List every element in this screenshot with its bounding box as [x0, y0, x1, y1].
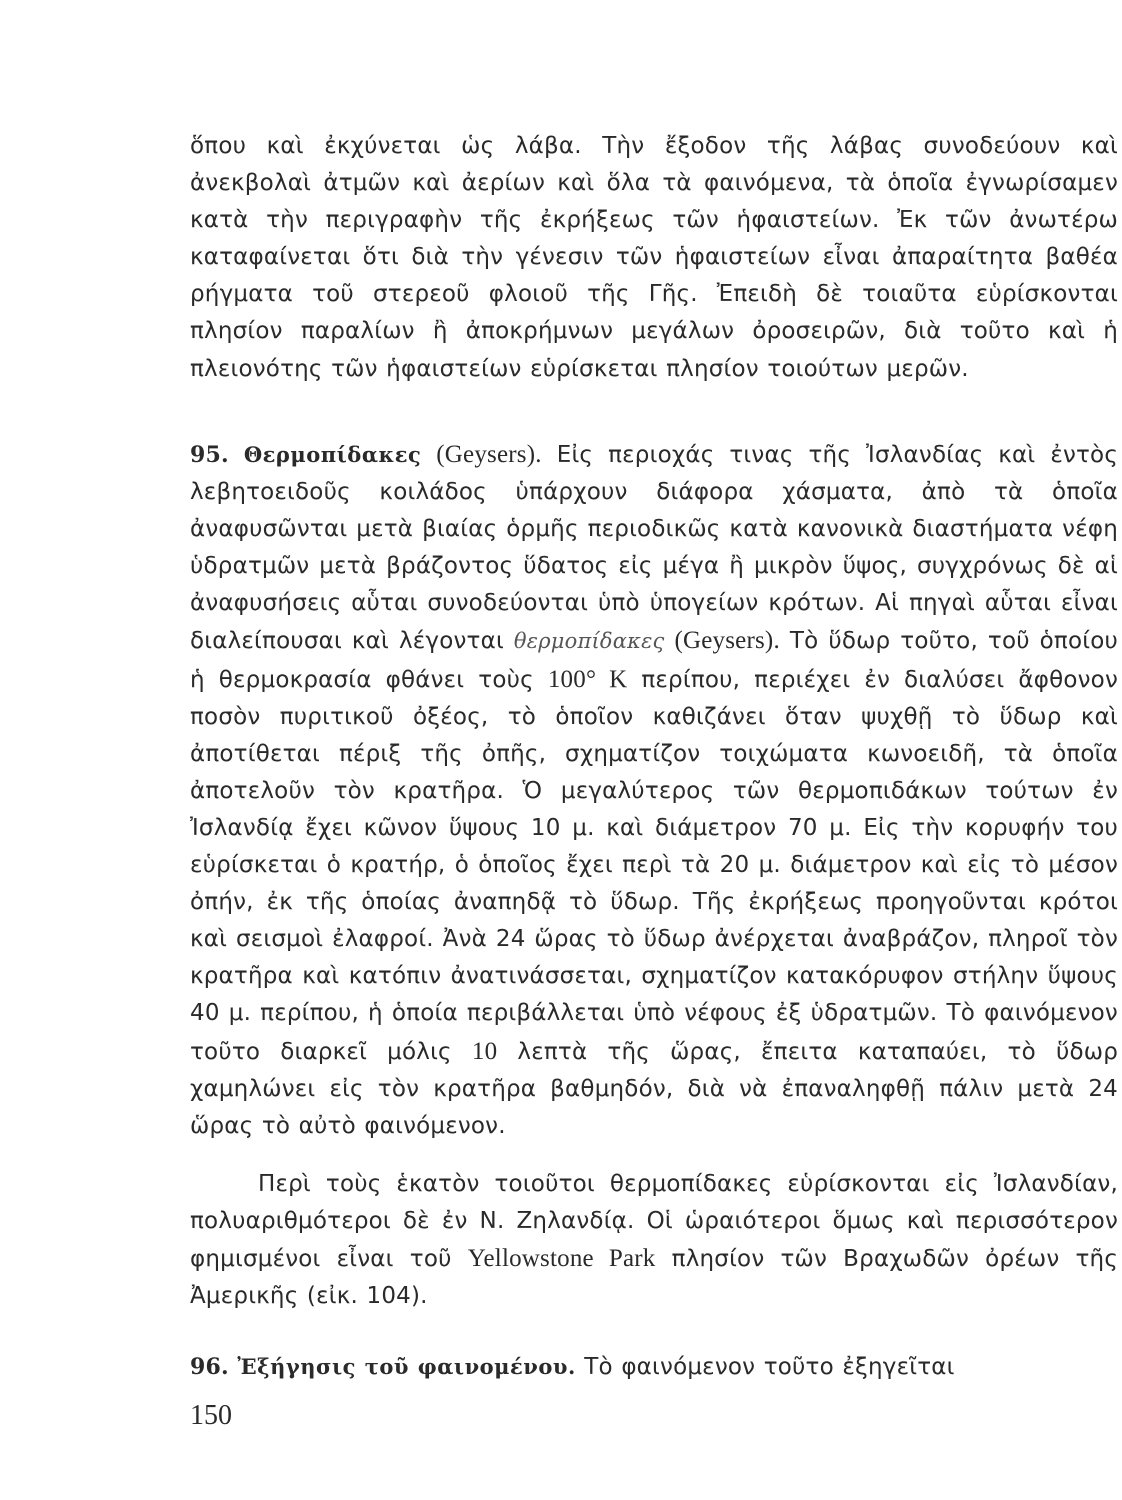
- temperature-value: 100° Κ: [547, 665, 628, 693]
- latin-term: Yellowstone Park: [467, 1245, 656, 1273]
- paragraph-text: πλησίον τῶν Βραχωδῶν ὀρέων τῆς Ἀμερικῆς (εἰκ. 104).: [190, 1246, 1119, 1310]
- section-heading: Ἐξήγησις τοῦ φαινομένου.: [237, 1354, 576, 1379]
- section-heading-latin: (Geysers).: [436, 441, 542, 468]
- section-number: 96.: [190, 1354, 229, 1380]
- paragraph-text: Περὶ τοὺς ἑκατὸν τοιοῦτοι θερμοπίδακες εὑρίσκονται εἰς Ἰσλανδίαν, πολυαριθμότεροι δὲ ἐν Ν. Ζηλανδίᾳ. Οἱ ὡραιότεροι ὅμως καὶ περισσότερον φημισμένοι εἶναι τοῦ: [190, 1171, 1118, 1273]
- latin-term: (Geysers).: [674, 627, 780, 655]
- paragraph-text: ὅπου καὶ ἐκχύνεται ὡς λάβα. Τὴν ἔξοδον τῆς λάβας συνοδεύουν καὶ ἀνεκβολαὶ ἀτμῶν καὶ ἀερίων καὶ ὅλα τὰ φαινόμενα, τὰ ὁποῖα ἐγνωρίσαμεν κατὰ τὴν περιγραφὴν τῆς ἐκρήξεως τῶν ἡφαιστείων. Ἐκ τῶν ἀνωτέρω καταφαίνεται ὅτι διὰ τὴν γένεσιν τῶν ἡφαιστείων εἶναι ἀπαραίτητα βαθέα ρήγματα τοῦ στερεοῦ φλοιοῦ τῆς Γῆς. Ἐπειδὴ δὲ τοιαῦτα εὑρίσκονται πλησίον παραλίων ἢ ἀποκρήμνων μεγάλων ὀροσειρῶν, διὰ τοῦτο καὶ ἡ πλειονότης τῶν ἡφαιστείων εὑρίσκεται πλησίον τοιούτων μερῶν.: [190, 133, 1118, 382]
- section-text: Εἰς περιοχάς τινας τῆς Ἰσλανδίας καὶ ἐντὸς λεβητοειδοῦς κοιλάδος ὑπάρχουν διάφορα χάσματα, ἀπὸ τὰ ὁποῖα ἀναφυσῶνται μετὰ βιαίας ὁρμῆς περιοδικῶς κατὰ κανονικὰ διαστήματα νέφη ὑδρατμῶν μετὰ βράζοντος ὕδατος εἰς μέγα ἢ μικρὸν ὕψος, συγχρόνως δὲ αἱ ἀναφυσήσεις αὗται συνοδεύονται ὑπὸ ὑπογείων κρότων. Αἱ πηγαὶ αὗται εἶναι διαλείπουσαι καὶ λέγονται: [190, 442, 1119, 655]
- section-heading: Θερμοπίδακες: [243, 442, 422, 467]
- paragraph-geyser-locations: [190, 1166, 1118, 1315]
- section-text: περίπου, περιέχει ἐν διαλύσει ἄφθονον ποσὸν πυριτικοῦ ὀξέος, τὸ ὁποῖον καθιζάνει ὅταν ψυχθῇ τὸ ὕδωρ καὶ ἀποτίθεται πέριξ τῆς ὀπῆς, σχηματίζον τοιχώματα κωνοειδῆ, τὰ ὁποῖα ἀποτελοῦν τὸν κρατῆρα. Ὁ μεγαλύτερος τῶν θερμοπιδάκων τούτων ἐν Ἰσλανδίᾳ ἔχει κῶνον ὕψους 10 μ. καὶ διάμετρον 70 μ. Εἰς τὴν κορυφήν του εὑρίσκεται ὁ κρατήρ, ὁ ὁποῖος ἔχει περὶ τὰ 20 μ. διάμετρον καὶ εἰς τὸ μέσον ὀπήν, ἐκ τῆς ὁποίας ἀναπηδᾷ τὸ ὕδωρ. Τῆς ἐκρήξεως προηγοῦνται κρότοι καὶ σεισμοὶ ἐλαφροί. Ἀνὰ 24 ὥρας τὸ ὕδωρ ἀνέρχεται ἀναβράζον, πληροῖ τὸν κρατῆρα καὶ κατόπιν ἀνατινάσσεται, σχηματίζον κατακόρυφον στήλην ὕψους 40 μ. περίπου, ἡ ὁποία περιβάλλεται ὑπὸ νέφους ἐξ ὑδρατμῶν. Τὸ φαινόμενον τοῦτο διαρκεῖ μόλις: [190, 666, 1119, 1065]
- section-number: 95.: [190, 442, 229, 468]
- page-number: 150: [190, 1400, 232, 1431]
- paragraph-volcano-conclusion: [190, 128, 1118, 388]
- section-96-explanation: [190, 1348, 1118, 1386]
- section-95-geysers: [190, 436, 1118, 1145]
- minutes-value: 10: [471, 1037, 498, 1065]
- section-text: Τὸ ὕδωρ τοῦτο, τοῦ ὁποίου ἡ θερμοκρασία φθάνει τοὺς: [190, 628, 1119, 693]
- italic-term: θερμοπίδακες: [513, 629, 665, 654]
- section-text: Τὸ φαινόμενον τοῦτο ἐξηγεῖται: [584, 1354, 955, 1380]
- section-text: λεπτὰ τῆς ὥρας, ἔπειτα καταπαύει, τὸ ὕδωρ χαμηλώνει εἰς τὸν κρατῆρα βαθμηδόν, διὰ νὰ ἐπαναληφθῇ πάλιν μετὰ 24 ὥρας τὸ αὐτὸ φαινόμενον.: [190, 1038, 1118, 1139]
- page-text-block: [190, 0, 1120, 1500]
